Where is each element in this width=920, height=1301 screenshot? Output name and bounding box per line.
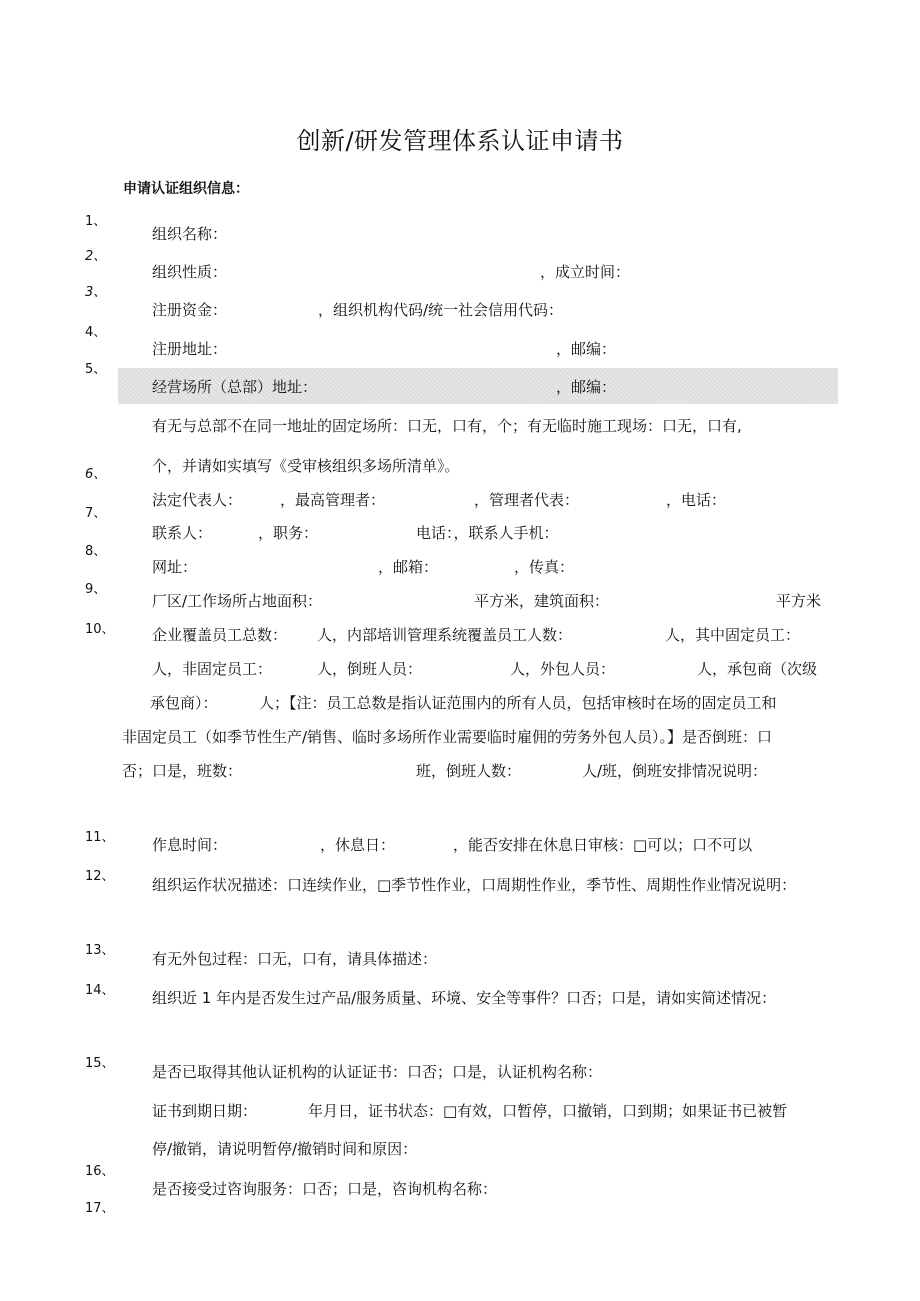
fax-label: ，传真： [514, 558, 575, 576]
item-number: 3、 [85, 285, 107, 300]
item-number: 5、 [85, 362, 107, 377]
mgmt-rep-label: ，管理者代表： [474, 491, 580, 509]
item-number: 12、 [85, 869, 115, 884]
training-coverage-label: 人，内部培训管理系统覆盖员工人数： [317, 626, 573, 644]
shift-description-label: 人/班，倒班安排情况说明： [582, 762, 768, 780]
incidents-label: 组织近 1 年内是否发生过产品/服务质量、环境、安全等事件？口否；口是，请如实简述情况： [152, 989, 777, 1007]
consulting-label: 是否接受过咨询服务：口否；口是，咨询机构名称： [152, 1180, 498, 1198]
shift-staff-label: 人，倒班人员： [317, 660, 423, 678]
org-name-label: 组织名称： [152, 225, 228, 243]
sites-text: 个，并请如实填写《受审核组织多场所清单》。 [152, 457, 460, 475]
section-heading: 申请认证组织信息： [123, 181, 249, 197]
postcode-label: ，邮编： [556, 378, 617, 396]
rest-day-label: ，休息日： [320, 836, 396, 854]
item-number: 17、 [85, 1201, 115, 1216]
sites-text: 有无与总部不在同一地址的固定场所：口无，口有，个；有无临时施工现场：口无，口有, [152, 417, 742, 435]
item-number: 11、 [85, 830, 115, 845]
site-area-label: 厂区/工作场所占地面积： [152, 592, 323, 610]
non-fixed-staff-label: 人，非固定员工： [152, 660, 273, 678]
reg-capital-label: 注册资金： [152, 301, 228, 319]
contact-label: 联系人： [152, 524, 213, 542]
build-area-label: 平方米，建筑面积： [474, 592, 610, 610]
contractor-label: 人，承包商（次级 [697, 660, 818, 678]
item-number: 1、 [85, 214, 107, 229]
top-manager-label: ，最高管理者： [280, 491, 386, 509]
phone-label: ，电话： [666, 491, 727, 509]
page-title: 创新/研发管理体系认证申请书 [296, 127, 624, 155]
cert-expiry-label: 证书到期日期： [152, 1102, 258, 1120]
shift-people-label: 班，倒班人数： [416, 762, 522, 780]
item-number: 10、 [85, 622, 115, 637]
work-time-label: 作息时间： [152, 836, 228, 854]
contact-phone-label: 电话：，联系人手机： [416, 524, 559, 542]
business-address-label: 经营场所（总部）地址： [152, 378, 318, 396]
item-number: 13、 [85, 943, 115, 958]
org-nature-label: 组织性质： [152, 263, 228, 281]
employee-note: 人；【注：员工总数是指认证范围内的所有人员，包括审核时在场的固定员工和 [259, 694, 777, 712]
outsourced-staff-label: 人，外包人员： [510, 660, 616, 678]
cert-status-label: 年月日，证书状态：□有效，口暂停，口撤销，口到期；如果证书已被暂 [308, 1102, 788, 1120]
credit-code-label: ，组织机构代码/统一社会信用代码： [318, 301, 564, 319]
item-number: 8、 [85, 544, 107, 559]
postcode-label: ，邮编： [556, 340, 617, 358]
item-number: 14、 [85, 983, 115, 998]
website-label: 网址： [152, 558, 198, 576]
employee-note: 非固定员工（如季节性生产/销售、临时多场所作业需要临时雇佣的劳务外包人员）。】是否倒班：口 [122, 728, 773, 746]
item-number: 7、 [85, 506, 107, 521]
item-number: 9、 [85, 582, 107, 597]
subcontractor-label: 承包商）： [150, 694, 218, 712]
other-cert-label: 是否已取得其他认证机构的认证证书：口否；口是，认证机构名称： [152, 1063, 603, 1081]
fixed-staff-label: 人，其中固定员工： [665, 626, 801, 644]
position-label: ，职务： [258, 524, 319, 542]
email-label: ，邮箱： [378, 558, 439, 576]
legal-rep-label: 法定代表人： [152, 491, 243, 509]
est-time-label: ，成立时间： [540, 263, 631, 281]
sqm-unit: 平方米 [776, 592, 822, 610]
reg-address-label: 注册地址： [152, 340, 228, 358]
item-number: 6、 [85, 467, 107, 482]
shift-count-label: 否；口是，班数： [122, 762, 243, 780]
rest-day-audit-label: ，能否安排在休息日审核：□可以；口不可以 [453, 836, 753, 854]
employee-total-label: 企业覆盖员工总数： [152, 626, 288, 644]
item-number: 2、 [85, 249, 107, 264]
item-number: 15、 [85, 1056, 115, 1071]
item-number: 4、 [85, 325, 107, 340]
cert-suspend-label: 停/撤销，请说明暂停/撤销时间和原因： [152, 1140, 418, 1158]
outsourcing-label: 有无外包过程：口无，口有，请具体描述： [152, 950, 438, 968]
operation-status-label: 组织运作状况描述：口连续作业，□季节性作业，口周期性作业，季节性、周期性作业情况说明： [152, 876, 797, 894]
item-number: 16、 [85, 1164, 115, 1179]
